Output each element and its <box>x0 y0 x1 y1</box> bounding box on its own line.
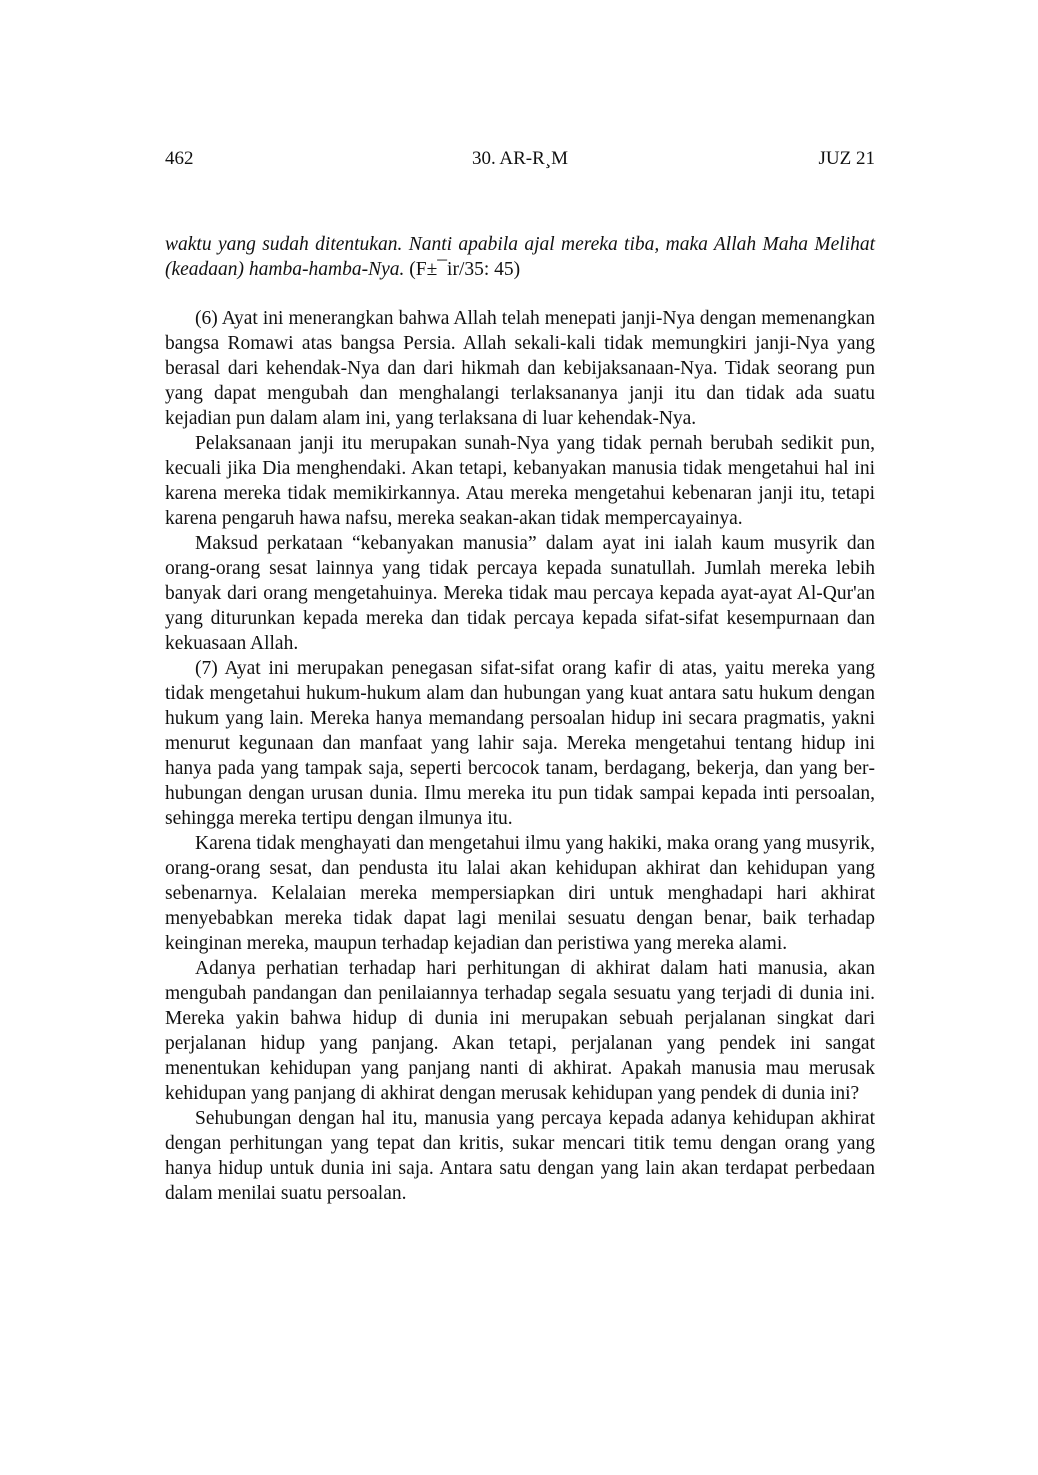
page-body <box>165 232 875 1206</box>
paragraph-1: (6) Ayat ini menerangkan bahwa Allah telah menepati janji-Nya dengan memenangkan bangsa Romawi atas bangsa Persia. Allah sekali-kali tidak memungkiri janji-Nya yang berasal dari kehendak-Nya dan dari hikmah dan kebijaksanaan-Nya. Tidak seorang pun yang dapat mengubah dan menghalangi terlaksananya janji itu dan tidak ada suatu kejadian pun dalam alam ini, yang terlaksana di luar kehendak-Nya. <box>165 308 875 429</box>
verse-quote-text: waktu yang sudah ditentukan. Nanti apabila ajal mereka tiba, maka Allah Maha Melihat (keadaan) hamba-hamba-Nya. <box>165 234 875 280</box>
running-header <box>165 146 875 172</box>
paragraph-4: (7) Ayat ini merupakan penegasan sifat-sifat orang kafir di atas, yaitu mereka yang tidak mengetahui hukum-hukum alam dan hubungan yang kuat antara satu hukum dengan hukum yang lain. Mereka hanya memandang persoalan hidup ini secara pragmatis, yakni menurut kegunaan dan manfaat yang lahir saja. Mereka mengetahui tentang hidup ini hanya pada yang tampak saja, seperti bercocok tanam, berdagang, bekerja, dan yang berhubungan dengan urusan dunia. Ilmu mereka itu pun tidak sampai kepada inti persoalan, sehingga mereka tertipu dengan ilmunya itu. <box>165 658 875 829</box>
paragraph-5: Karena tidak menghayati dan mengetahui ilmu yang hakiki, maka orang yang musyrik, orang-orang sesat, dan pendusta itu lalai akan kehidupan akhirat dan kehidupan yang sebenarnya. Kelalaian mereka mempersiapkan diri untuk menghadapi hari akhirat menyebabkan mereka tidak dapat lagi menilai sesuatu dengan benar, baik terhadap keinginan mereka, maupun terhadap kejadian dan peristiwa yang mereka alami. <box>165 833 875 954</box>
paragraph-7: Sehubungan dengan hal itu, manusia yang percaya kepada adanya kehidupan akhirat dengan perhitungan yang tepat dan kritis, sukar mencari titik temu dengan orang yang hanya hidup untuk dunia ini saja. Antara satu dengan yang lain akan terdapat perbedaan dalam menilai suatu persoalan. <box>165 1108 875 1204</box>
verse-reference: (F±¯ir/35: 45) <box>409 259 521 280</box>
verse-quote <box>165 232 875 282</box>
surah-title: 30. AR-R¸M <box>471 148 569 169</box>
paragraph-6: Adanya perhatian terhadap hari perhitungan di akhirat dalam hati manusia, akan mengubah pandangan dan penilaiannya terhadap segala sesuatu yang terjadi di dunia ini. Mereka yakin bahwa hidup di dunia ini merupakan sebuah perjalanan singkat dari perjalanan hidup yang panjang. Akan tetapi, perjalanan yang pendek ini sangat menentukan kehidupan yang panjang nanti di akhirat. Apakah manusia mau merusak kehidupan yang panjang di akhirat dengan merusak kehidupan yang pendek di dunia ini? <box>165 958 875 1104</box>
juz-label: JUZ 21 <box>818 148 875 169</box>
paragraph-3: Maksud perkataan “kebanyakan manusia” dalam ayat ini ialah kaum musyrik dan orang-orang sesat lainnya yang tidak percaya kepada sunatullah. Jumlah mereka lebih banyak dari orang mengetahuinya. Mereka tidak mau percaya kepada ayat-ayat Al-Qur'an yang diturunkan kepada mereka dan tidak percaya kepada sifat-sifat kesempurnaan dan kekuasaan Allah. <box>165 533 875 654</box>
page-number: 462 <box>165 148 194 169</box>
paragraph-2: Pelaksanaan janji itu merupakan sunah-Nya yang tidak pernah berubah sedikit pun, kecuali jika Dia menghendaki. Akan tetapi, kebanyakan manusia tidak mengetahui hal ini karena mereka tidak memikirkannya. Atau mereka mengetahui kebenaran janji itu, tetapi karena pengaruh hawa nafsu, mereka seakan-akan tidak mempercayainya. <box>165 433 875 529</box>
